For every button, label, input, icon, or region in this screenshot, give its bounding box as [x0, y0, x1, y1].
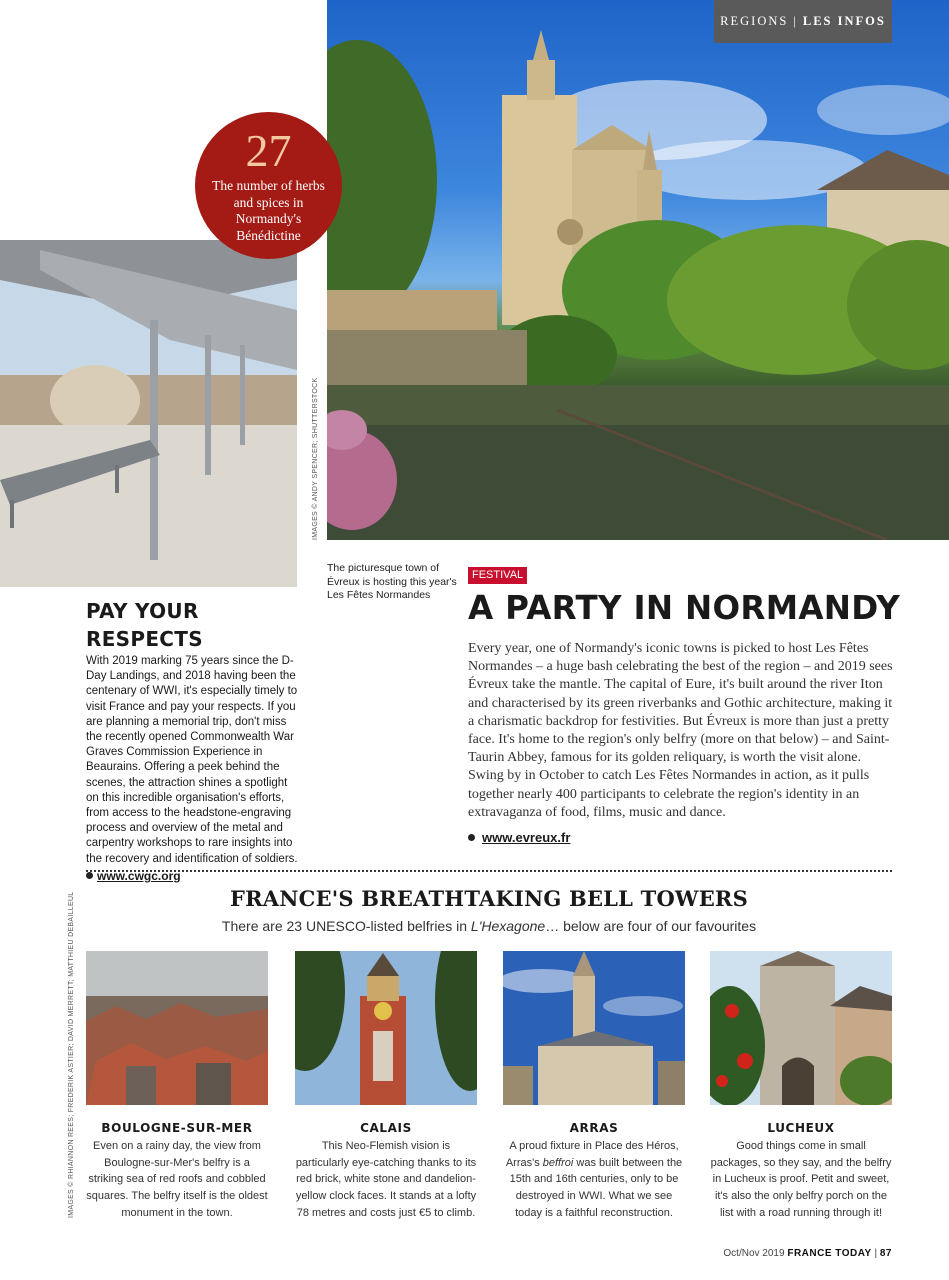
- issue-date: Oct/Nov 2019: [723, 1248, 785, 1259]
- memorial-illustration: [0, 240, 297, 587]
- stat-circle: [195, 112, 342, 259]
- section-label: REGIONS: [720, 14, 789, 28]
- festival-article: [468, 565, 901, 847]
- stat-number: 27: [245, 125, 292, 176]
- boulogne-photo: [86, 951, 268, 1105]
- bullet-icon: [468, 834, 475, 841]
- footer-separator: |: [874, 1248, 878, 1259]
- festival-body: Every year, one of Normandy's iconic towns is picked to host Les Fêtes Normandes – a huge bash celebrating the best of the region – and 2019 sees Évreux take the mantle. The capital of Eure, it's built around the river Iton and characterised by its green riverbanks and Gothic architecture, making it a charismatic backdrop for festivities. But Évreux is more than just a pretty face. It's home to the region's only belfry (more on that below) – and Saint-Taurin Abbey, famous for its golden reliquary, is worth the visit alone. Swing by in October to catch Les Fêtes Normandes in action, as it pulls together nearly 400 participants to celebrate the region's identity in an extravaganza of food, films, music and dance.: [468, 641, 893, 820]
- tower-description: [503, 1138, 685, 1222]
- hero-caption: The picturesque town of Évreux is hosting this year's Les Fêtes Normandes: [327, 562, 457, 601]
- cwgc-link[interactable]: www.cwgc.org: [97, 868, 181, 883]
- tower-text: A proud fixture in Place des Héros, Arras's: [505, 1140, 679, 1169]
- hero-photo-credit: IMAGES © ANDY SPENCER; SHUTTERSTOCK: [312, 377, 319, 540]
- stat-description: The number of herbs and spices in Normandy's Bénédictine: [212, 178, 325, 243]
- bullet-icon: [86, 872, 93, 879]
- page-footer: [723, 1248, 892, 1259]
- tower-name: BOULOGNE-SUR-MER: [101, 1121, 253, 1135]
- memorial-photo: [0, 240, 297, 587]
- festival-title: A PARTY IN NORMANDY: [468, 589, 901, 627]
- boulogne-illustration: [86, 951, 268, 1105]
- tower-text-end: was built between the 15th and 16th centuries, only to be destroyed in WWI. What we see today is a faithful reconstruction.: [509, 1156, 683, 1219]
- evreux-cathedral-illustration: [327, 0, 949, 540]
- bells-photo-credit: IMAGES © RHIANNON REES; FREDERIK ASTIER; DAVID MERRETT; MATTHIEU DEBAILLEUL: [68, 891, 75, 1218]
- festival-link-row: [468, 828, 898, 847]
- arras-illustration: [503, 951, 685, 1105]
- calais-illustration: [295, 951, 477, 1105]
- tower-description: Even on a rainy day, the view from Boulogne-sur-Mer's belfry is a striking sea of red roofs and cobbled squares. The belfry itself is the oldest monument in the town.: [86, 1140, 268, 1219]
- tower-card-lucheux: [710, 951, 892, 1222]
- tower-name: LUCHEUX: [767, 1121, 835, 1135]
- dotted-divider: [86, 870, 892, 872]
- tower-description: Good things come in small packages, so they say, and the belfry in Lucheux is proof. Petit and sweet, it's also the only belfry porch on the list with a road running through it!: [710, 1140, 892, 1219]
- tower-name: CALAIS: [360, 1121, 412, 1135]
- tower-description: This Neo-Flemish vision is particularly eye-catching thanks to its red brick, white stone and dandelion-yellow clock faces. It stands at a lofty 78 metres and costs just €5 to climb.: [295, 1140, 477, 1219]
- subtitle-italic: L'Hexagone: [470, 918, 546, 934]
- arras-photo: [503, 951, 685, 1105]
- evreux-link[interactable]: www.evreux.fr: [482, 830, 571, 846]
- tower-card-calais: [295, 951, 477, 1222]
- lucheux-illustration: [710, 951, 892, 1105]
- section-separator: |: [793, 14, 798, 28]
- lucheux-photo: [710, 951, 892, 1105]
- tower-card-arras: [503, 951, 685, 1222]
- tower-text-italic: beffroi: [542, 1156, 574, 1169]
- hero-photo-evreux: [327, 0, 949, 540]
- subsection-label: LES INFOS: [802, 14, 886, 28]
- tower-card-boulogne: [86, 951, 268, 1222]
- bells-section-subtitle: [86, 918, 892, 934]
- respects-article: [86, 597, 301, 885]
- section-header-tag: [714, 0, 892, 43]
- festival-tag: FESTIVAL: [468, 567, 527, 584]
- bells-section-title: FRANCE'S BREATHTAKING BELL TOWERS: [230, 886, 748, 911]
- subtitle-text: There are 23 UNESCO-listed belfries in: [221, 918, 471, 934]
- calais-photo: [295, 951, 477, 1105]
- page-number: 87: [879, 1248, 892, 1259]
- respects-title: PAY YOUR RESPECTS: [86, 599, 203, 651]
- tower-name: ARRAS: [569, 1121, 619, 1135]
- magazine-name: FRANCE TODAY: [787, 1248, 872, 1259]
- respects-body: With 2019 marking 75 years since the D-Day Landings, and 2018 having been the centenary of WWI, it's especially timely to visit France and pay your respects. If you are planning a memorial trip, don't miss the recently opened Commonwealth War Graves Commission Experience in Beaurains. Offering a peek behind the scenes, the attraction shines a spotlight on this incredible organisation's efforts, from access to the headstone-engraving process and overview of the metal and carpentry workshops to rare insights into the recovery and identification of soldiers.: [86, 655, 298, 865]
- subtitle-text-end: … below are four of our favourites: [545, 918, 757, 934]
